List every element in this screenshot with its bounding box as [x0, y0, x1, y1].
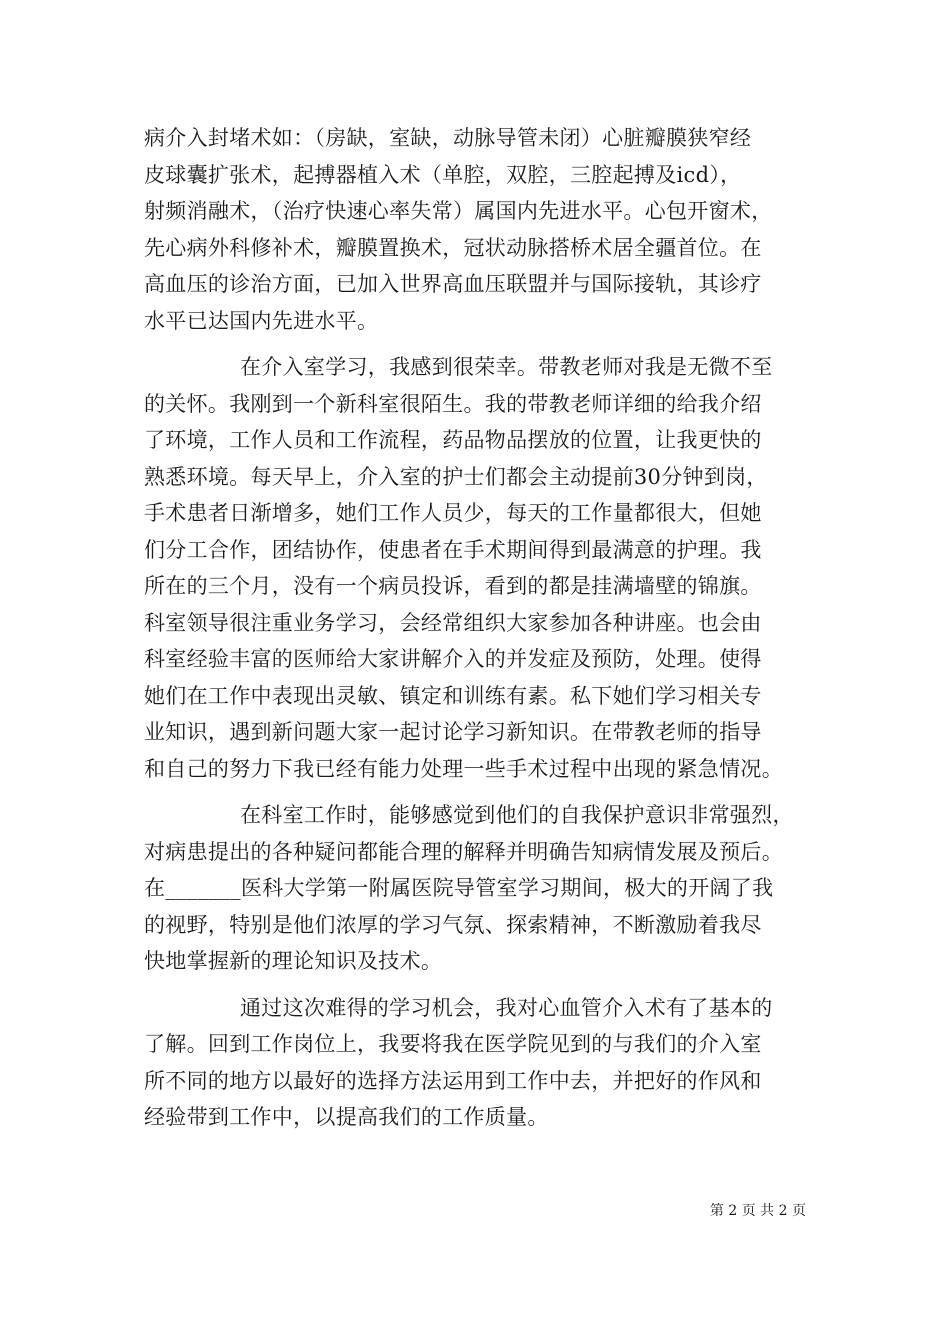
text-line: 了解。回到工作岗位上，我要将我在医学院见到的与我们的介入室 — [144, 1032, 762, 1056]
page-number-footer: 第 2 页 共 2 页 — [709, 1203, 806, 1219]
text-line: 们分工合作，团结协作，使患者在手术期间得到最满意的护理。我 — [144, 537, 762, 562]
text-line: 她们在工作中表现出灵敏、镇定和训练有素。私下她们学习相关专 — [144, 683, 762, 708]
paragraph — [144, 797, 814, 980]
text-line: 了环境，工作人员和工作流程，药品物品摆放的位置，让我更快的 — [144, 428, 762, 452]
text-line: 皮球囊扩张术，起搏器植入术（单腔，双腔，三腔起搏及icd）， — [144, 162, 742, 187]
text-line: 和自己的努力下我已经有能力处理一些手术过程中出现的紧急情况。 — [144, 756, 783, 781]
document-body — [144, 120, 814, 1136]
text-line: 水平已达国内先进水平。 — [144, 308, 379, 333]
text-line: 的关怀。我刚到一个新科室很陌生。我的带教老师详细的给我介绍 — [144, 391, 762, 416]
text-line: 在介入室学习，我感到很荣幸。带教老师对我是无微不至 — [240, 355, 773, 379]
paragraph — [144, 120, 814, 339]
text-line: 手术患者日渐增多，她们工作人员少，每天的工作量都很大，但她 — [144, 501, 762, 525]
text-line: 所在的三个月，没有一个病员投诉，看到的都是挂满墙壁的锦旗。 — [144, 574, 762, 598]
text-line: 射频消融术，（治疗快速心率失常）属国内先进水平。心包开窗术， — [144, 199, 773, 223]
text-line: 快地掌握新的理论知识及技术。 — [144, 949, 443, 973]
text-line: 通过这次难得的学习机会，我对心血管介入术有了基本的 — [240, 995, 773, 1020]
text-line: 熟悉环境。每天早上，介入室的护士们都会主动提前30分钟到岗， — [144, 464, 768, 489]
text-line: 业知识，遇到新问题大家一起讨论学习新知识。在带教老师的指导 — [144, 720, 762, 744]
paragraph — [144, 349, 814, 787]
text-line: 病介入封堵术如：（房缺，室缺，动脉导管未闭）心脏瓣膜狭窄经 — [144, 126, 752, 150]
text-line: 先心病外科修补术，瓣膜置换术，冠状动脉搭桥术居全疆首位。在 — [144, 235, 762, 260]
text-line: 高血压的诊治方面，已加入世界高血压联盟并与国际接轨，其诊疗 — [144, 272, 762, 296]
text-line: 在_______医科大学第一附属医院导管室学习期间，极大的开阔了我 — [144, 876, 774, 900]
text-line: 的视野，特别是他们浓厚的学习气氛、探索精神，不断激励着我尽 — [144, 912, 762, 937]
text-line: 对病患提出的各种疑问都能合理的解释并明确告知病情发展及预后。 — [144, 839, 783, 864]
text-line: 所不同的地方以最好的选择方法运用到工作中去，并把好的作风和 — [144, 1068, 762, 1093]
text-line: 科室经验丰富的医师给大家讲解介入的并发症及预防，处理。使得 — [144, 647, 762, 671]
text-line: 在科室工作时，能够感觉到他们的自我保护意识非常强烈， — [240, 803, 794, 827]
paragraph — [144, 990, 814, 1136]
text-line: 经验带到工作中，以提高我们的工作质量。 — [144, 1105, 549, 1129]
text-line: 科室领导很注重业务学习，会经常组织大家参加各种讲座。也会由 — [144, 610, 762, 635]
